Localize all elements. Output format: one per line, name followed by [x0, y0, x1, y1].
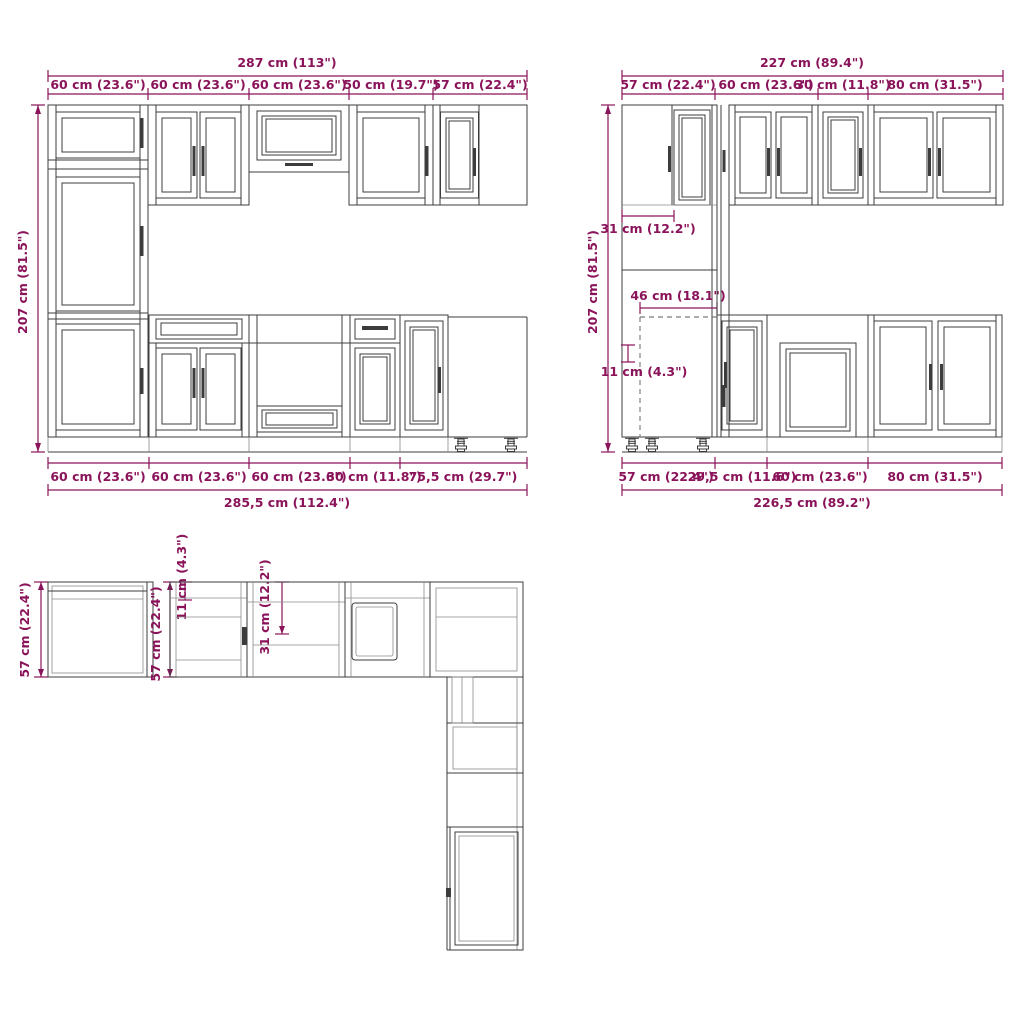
corner-elevation	[585, 55, 1003, 510]
door-handle	[193, 368, 196, 398]
corner-wall-cabinet-single-door	[818, 105, 868, 205]
door-handle	[859, 148, 862, 176]
corner-base-appliance	[767, 315, 868, 437]
dim-label-height-corner: 207 cm (81.5")	[585, 229, 600, 335]
door-handle	[929, 364, 932, 390]
door-handle	[668, 146, 671, 172]
plan-view	[17, 534, 523, 950]
wall-cabinet-two-doors	[148, 105, 249, 205]
plan-counter-section-c	[345, 582, 430, 677]
dim-corner-11	[601, 345, 688, 379]
dim-corner-bottom-total	[622, 484, 1002, 510]
plan-counter-corner	[430, 582, 523, 677]
dim-label-bseg4: 30 cm (11.8")	[326, 469, 422, 484]
dim-label-cbseg4: 80 cm (31.5")	[887, 469, 983, 484]
dim-label-plan-11: 11 cm (4.3")	[174, 533, 189, 621]
adjustable-foot	[645, 438, 659, 451]
door-handle	[141, 368, 144, 394]
dim-label-plan-31: 31 cm (12.2")	[257, 559, 272, 655]
dim-label-plan-57-left: 57 cm (22.4")	[17, 582, 32, 678]
base-cabinet-drawer-two-doors	[149, 315, 249, 437]
door-handle	[193, 146, 196, 176]
dim-label-cbseg3: 60 cm (23.6")	[772, 469, 868, 484]
dim-label-31: 31 cm (12.2")	[600, 221, 696, 236]
dim-label-height-main: 207 cm (81.5")	[15, 229, 30, 335]
dim-label-cseg1: 57 cm (22.4")	[620, 77, 716, 92]
main-elevation	[15, 55, 528, 510]
dim-label-46: 46 cm (18.1")	[630, 288, 726, 303]
dim-label-cseg3: 30 cm (11.8")	[795, 77, 891, 92]
tall-oven-cabinet	[48, 105, 148, 437]
door-handle	[438, 367, 441, 393]
dim-label-2855: 285,5 cm (112.4")	[223, 495, 351, 510]
dim-main-top-segments	[48, 77, 528, 100]
handle-mark	[446, 888, 451, 897]
dim-label-plan-57: 57 cm (22.4")	[148, 586, 163, 682]
door-handle	[141, 226, 144, 256]
door-handle	[141, 118, 144, 148]
dim-plan-left-depth	[17, 582, 48, 678]
dim-label-11: 11 cm (4.3")	[600, 364, 688, 379]
sink-cutout	[352, 603, 397, 660]
adjustable-foot	[504, 438, 518, 451]
corner-wall-cabinet-two-doors	[729, 105, 818, 205]
dim-label-cseg4: 80 cm (31.5")	[887, 77, 983, 92]
dim-label-287: 287 cm (113")	[237, 55, 337, 70]
oven-niche-cabinet	[249, 315, 350, 437]
dim-label-bseg2: 60 cm (23.6")	[151, 469, 247, 484]
adjustable-foot	[454, 438, 468, 451]
corner-base-wide	[868, 315, 1002, 437]
dim-label-cseg2: 60 cm (23.6")	[718, 77, 814, 92]
narrow-base-cabinet	[350, 315, 400, 437]
dim-plan-11	[174, 534, 192, 621]
dim-main-bottom-total	[48, 484, 527, 510]
dim-corner-46	[630, 288, 725, 314]
dim-label-seg3: 60 cm (23.6")	[251, 77, 347, 92]
wall-cabinet-flap-door	[249, 105, 349, 172]
tall-corner-cabinet	[622, 105, 717, 452]
adjustable-foot	[696, 438, 710, 451]
plan-corner-cabinet	[48, 582, 147, 677]
dim-plan-31	[257, 559, 289, 654]
handle-mark	[723, 385, 726, 407]
door-handle	[202, 146, 205, 176]
dim-corner-height	[585, 105, 615, 452]
corner-base-narrow-door	[717, 315, 767, 437]
dim-label-bseg1: 60 cm (23.6")	[50, 469, 146, 484]
door-handle	[938, 148, 941, 176]
dim-label-2265: 226,5 cm (89.2")	[753, 495, 871, 510]
dim-label-seg1: 60 cm (23.6")	[50, 77, 146, 92]
dim-main-height	[15, 105, 45, 452]
door-handle	[724, 362, 727, 388]
dim-label-bseg5: 75,5 cm (29.7")	[408, 469, 518, 484]
dim-corner-bottom-segments	[618, 457, 1002, 484]
dim-main-bottom-segments	[48, 457, 527, 484]
plinth-main	[48, 437, 527, 452]
door-handle	[940, 364, 943, 390]
dim-corner-top-segments	[620, 77, 1003, 100]
dim-label-cbseg2: 29,5 cm (11.6")	[687, 469, 797, 484]
plinth-corner	[622, 437, 1002, 452]
drawer-handle	[362, 326, 388, 330]
wall-cabinet-narrow-door	[433, 105, 527, 205]
corner-wall-cabinet-wide	[868, 105, 1003, 205]
door-edge-mark	[242, 627, 247, 645]
door-handle	[777, 148, 780, 176]
door-handle	[473, 148, 476, 176]
door-handle	[767, 148, 770, 176]
base-cabinet-single-door	[400, 315, 448, 437]
dim-label-seg5: 57 cm (22.4")	[432, 77, 528, 92]
door-handle	[202, 368, 205, 398]
dim-label-seg4: 50 cm (19.7")	[343, 77, 439, 92]
dim-corner-31	[600, 210, 695, 236]
wall-cabinet-single-door	[349, 105, 433, 205]
door-handle	[928, 148, 931, 176]
dim-label-seg2: 60 cm (23.6")	[150, 77, 246, 92]
adjustable-foot	[625, 438, 639, 451]
door-handle	[426, 146, 429, 176]
flap-handle	[285, 163, 313, 166]
dim-label-227: 227 cm (89.4")	[759, 55, 865, 70]
dim-label-bseg3: 60 cm (23.6")	[251, 469, 347, 484]
dim-label-cbseg1: 57 cm (22.4")	[618, 469, 714, 484]
dim-plan-counter-depth	[148, 582, 177, 682]
handle-mark	[723, 150, 726, 172]
appliance-space	[448, 317, 527, 452]
plan-vertical-run	[446, 677, 523, 950]
